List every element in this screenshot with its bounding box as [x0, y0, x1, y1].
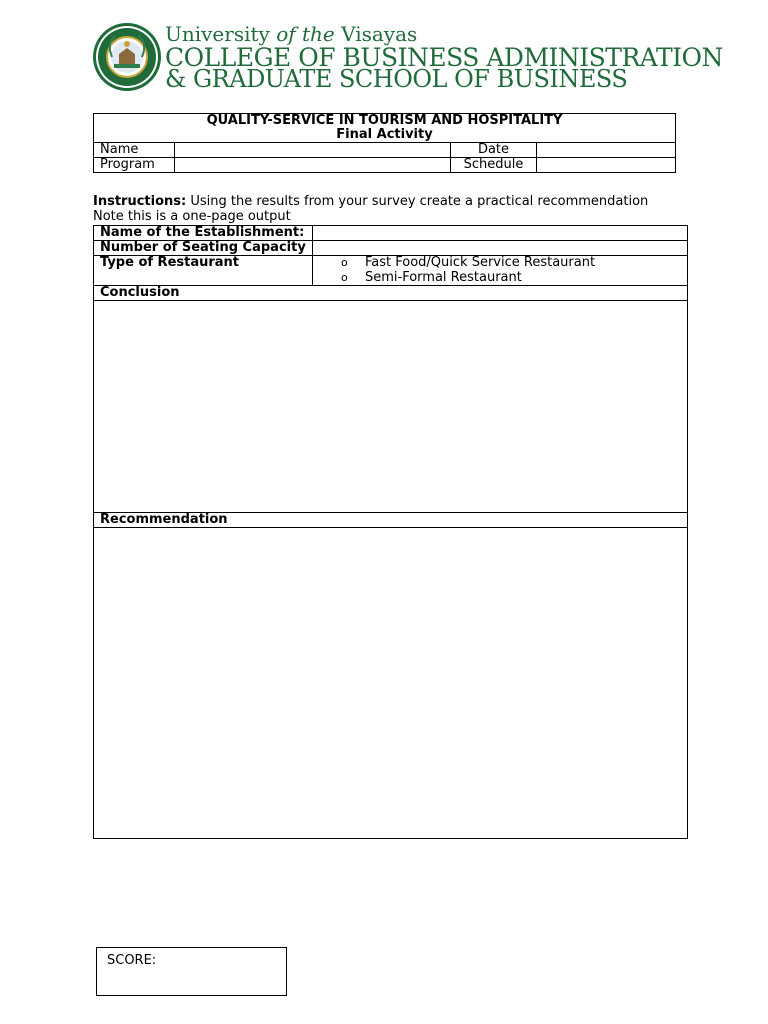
option-bullet-icon: o	[341, 256, 348, 269]
score-label: SCORE:	[107, 953, 157, 968]
restaurant-type-options	[313, 256, 688, 286]
seating-capacity-label: Number of Seating Capacity	[94, 241, 313, 256]
activity-subtitle: Final Activity	[336, 126, 433, 142]
option-label: Fast Food/Quick Service Restaurant	[365, 255, 596, 270]
schedule-label: Schedule	[451, 158, 537, 173]
activity-title: QUALITY-SERVICE IN TOURISM AND HOSPITALITY	[206, 113, 563, 128]
date-label: Date	[451, 143, 537, 158]
option-bullet-icon: o	[341, 270, 348, 284]
instructions-text: Using the results from your survey create a practical recommendation	[186, 194, 649, 209]
program-label: Program	[94, 158, 175, 173]
schedule-field[interactable]	[537, 158, 676, 173]
establishment-field[interactable]	[313, 226, 688, 241]
survey-form-table	[93, 225, 688, 839]
activity-header-table	[93, 113, 676, 173]
name-field[interactable]	[175, 143, 451, 158]
recommendation-label: Recommendation	[94, 513, 688, 528]
option-label: Semi-Formal Restaurant	[365, 269, 522, 285]
establishment-label: Name of the Establishment:	[94, 226, 313, 241]
instructions	[93, 195, 648, 224]
instructions-note: Note this is a one-page output	[93, 208, 291, 224]
score-box[interactable]	[96, 947, 287, 996]
seating-capacity-field[interactable]	[313, 241, 688, 256]
activity-title-cell	[94, 114, 676, 143]
instructions-label: Instructions:	[93, 194, 187, 209]
college-name: COLLEGE OF BUSINESS ADMINISTRATION	[165, 43, 723, 72]
restaurant-type-label: Type of Restaurant	[94, 256, 313, 286]
conclusion-field[interactable]	[94, 301, 688, 513]
program-field[interactable]	[175, 158, 451, 173]
date-field[interactable]	[537, 143, 676, 158]
university-name: University of the Visayas	[165, 22, 418, 46]
option-semi-formal[interactable]	[313, 271, 687, 286]
conclusion-label: Conclusion	[94, 286, 688, 301]
option-fast-food[interactable]	[313, 256, 687, 271]
name-label: Name	[94, 143, 175, 158]
graduate-school-name: & GRADUATE SCHOOL OF BUSINESS	[165, 65, 628, 93]
recommendation-field[interactable]	[94, 528, 688, 839]
university-seal-icon	[92, 22, 162, 92]
